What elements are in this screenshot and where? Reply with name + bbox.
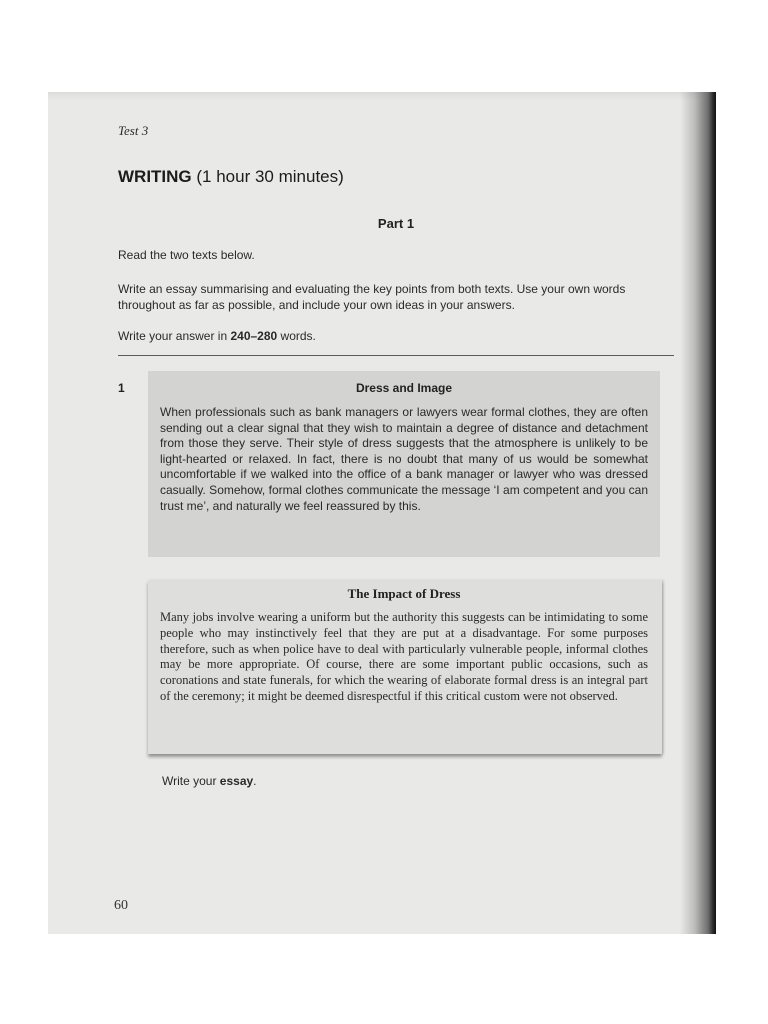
text-box-impact-of-dress — [148, 580, 662, 754]
text2-title: The Impact of Dress — [347, 586, 461, 601]
instruction-read: Read the two texts below. — [118, 248, 255, 262]
word-count-suffix: words. — [277, 329, 316, 343]
task-essay: essay — [219, 774, 254, 788]
section-title-bold: WRITING — [118, 167, 192, 186]
task-prefix: Write your — [162, 774, 220, 788]
section-title-duration: (1 hour 30 minutes) — [196, 167, 344, 186]
page-top-fade — [48, 92, 710, 100]
part-heading: Part 1 — [377, 216, 415, 231]
page-number: 60 — [114, 898, 128, 913]
task-suffix: . — [253, 774, 257, 788]
text1-body: When professionals such as bank managers or lawyers wear formal clothes, they are often sending out a clear signal that they wish to maintain a degree of distance and detachment from those they serve. Their style of dress suggests that the atmosphere is unlikely to be light-hearted or relaxed. In fact, there is no doubt that many of us would be somewhat uncomfortable if we walked into the office of a bank manager or lawyer who was dressed casually. Somehow, formal clothes communicate the message ‘I am competent and you can trust me’, and naturally we feel reassured by this. — [160, 405, 648, 513]
question-number: 1 — [118, 381, 125, 395]
running-head: Test 3 — [118, 123, 149, 138]
instruction-write: Write an essay summarising and evaluating the key points from both texts. Use your own words throughout as far as possible, and include your own ideas in your answers. — [118, 282, 626, 312]
word-count-prefix: Write your answer in — [118, 329, 231, 343]
text-box-dress-and-image — [148, 371, 660, 557]
divider-rule — [118, 355, 674, 356]
text2-body: Many jobs involve wearing a uniform but the authority this suggests can be intimidating to some people who may instinctively feel that they are put at a disadvantage. For some purposes therefore, such as when police have to deal with particularly vulnerable people, informal clothes may be more appropriate. Of course, there are some important public occasions, such as coronations and state funerals, for which the wearing of elaborate formal dress is an integral part of the ceremony; it might be deemed disrespectful if this critical custom were not observed. — [160, 610, 648, 703]
text1-title: Dress and Image — [355, 381, 453, 395]
word-count-range: 240–280 — [230, 329, 278, 343]
section-title — [118, 167, 344, 187]
task-instruction — [162, 774, 257, 788]
instruction-word-count — [118, 328, 678, 344]
